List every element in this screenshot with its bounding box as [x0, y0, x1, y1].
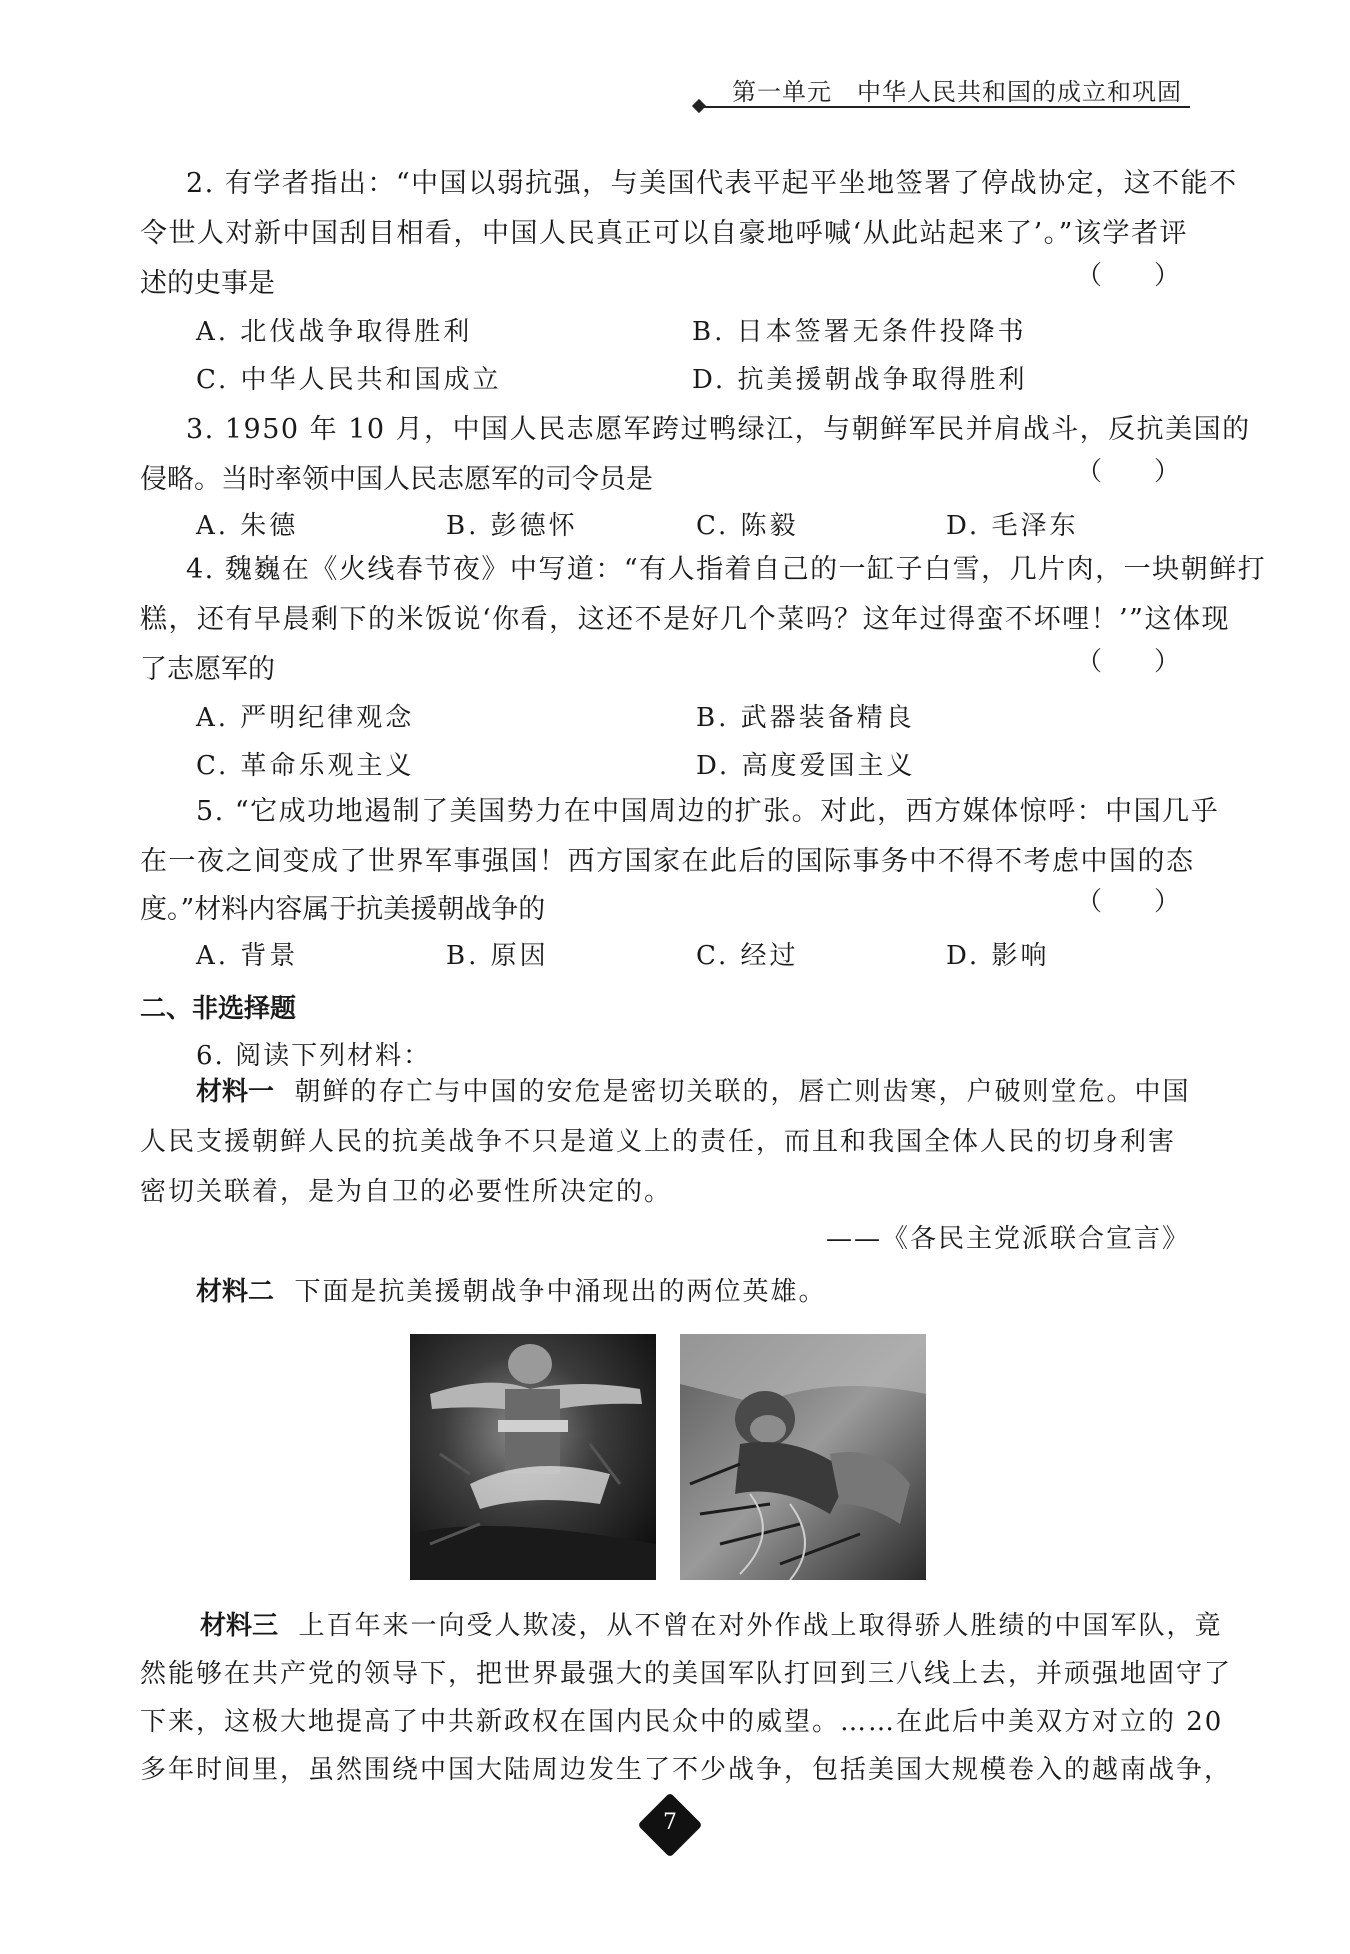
q3-option-c[interactable]: C. 陈毅 — [696, 511, 799, 541]
answer-bracket[interactable]: （ ） — [1075, 887, 1180, 917]
hero-photo-2 — [680, 1334, 926, 1580]
q3-line-1: 3. 1950 年 10 月，中国人民志愿军跨过鸭绿江，与朝鲜军民并肩战斗，反抗美国的 — [186, 414, 1251, 445]
q2-option-c[interactable]: C. 中华人民共和国成立 — [196, 365, 502, 395]
material-1-label: 材料一 — [196, 1077, 275, 1107]
material-3-line-1: 材料三 上百年来一向受人欺凌，从不曾在对外作战上取得骄人胜绩的中国军队，竟 — [200, 1611, 1223, 1641]
q3-option-d[interactable]: D. 毛泽东 — [946, 511, 1079, 541]
hero-photo-1 — [410, 1334, 656, 1580]
q5-option-d[interactable]: D. 影响 — [946, 941, 1050, 971]
q5-option-b[interactable]: B. 原因 — [446, 941, 549, 971]
q5-line-1: 5. “它成功地遏制了美国势力在中国周边的扩张。对此，西方媒体惊呼：中国几乎 — [196, 796, 1220, 827]
material-1-line-2: 人民支援朝鲜人民的抗美战争不只是道义上的责任，而且和我国全体人民的切身利害 — [140, 1127, 1177, 1157]
q5-line-3: 度。”材料内容属于抗美援朝战争的 （ ） — [140, 890, 1190, 930]
material-2-line: 材料二 下面是抗美援朝战争中涌现出的两位英雄。 — [196, 1277, 827, 1307]
q3-option-a[interactable]: A. 朱德 — [196, 511, 299, 541]
q2-line-2: 令世人对新中国刮目相看，中国人民真正可以自豪地呼喊‘从此站起来了’。”该学者评 — [140, 218, 1188, 249]
material-3-line-2: 然能够在共产党的领导下，把世界最强大的美国军队打回到三八线上去，并顽强地固守了 — [140, 1659, 1233, 1689]
material-3-label: 材料三 — [200, 1611, 279, 1641]
q6-intro: 6. 阅读下列材料： — [196, 1041, 432, 1071]
q4-line-1: 4. 魏巍在《火线春节夜》中写道：“有人指着自己的一缸子白雪，几片肉，一块朝鲜打 — [186, 554, 1267, 585]
q5-line-2: 在一夜之间变成了世界军事强国！西方国家在此后的国际事务中不得不考虑中国的态 — [140, 846, 1195, 877]
q4-option-a[interactable]: A. 严明纪律观念 — [196, 703, 415, 733]
q2-option-d[interactable]: D. 抗美援朝战争取得胜利 — [692, 365, 1028, 395]
q4-option-d[interactable]: D. 高度爱国主义 — [696, 751, 916, 781]
q5-option-a[interactable]: A. 背景 — [196, 941, 299, 971]
material-1-source: ——《各民主党派联合宣言》 — [825, 1224, 1190, 1254]
q4-line-3: 了志愿军的 （ ） — [140, 650, 1190, 690]
q4-option-b[interactable]: B. 武器装备精良 — [696, 703, 915, 733]
material-3-line-4: 多年时间里，虽然围绕中国大陆周边发生了不少战争，包括美国大规模卷入的越南战争， — [140, 1755, 1233, 1785]
q2-option-b[interactable]: B. 日本签署无条件投降书 — [692, 317, 1027, 347]
q4-line-2: 糕，还有早晨剩下的米饭说‘你看，这还不是好几个菜吗？这年过得蛮不坏哩！’”这体现 — [140, 604, 1230, 635]
q2-line-1: 2. 有学者指出：“中国以弱抗强，与美国代表平起平坐地签署了停战协定，这不能不 — [186, 168, 1238, 199]
material-1-line-3: 密切关联着，是为自卫的必要性所决定的。 — [140, 1177, 673, 1207]
q3-option-b[interactable]: B. 彭德怀 — [446, 511, 578, 541]
q3-line-2: 侵略。当时率领中国人民志愿军的司令员是 （ ） — [140, 460, 1190, 500]
section-heading: 二、非选择题 — [140, 994, 297, 1024]
answer-bracket[interactable]: （ ） — [1075, 457, 1180, 487]
page-number: 7 — [663, 1810, 677, 1835]
q2-line-3: 述的史事是 （ ） — [140, 264, 1190, 304]
q2-option-a[interactable]: A. 北伐战争取得胜利 — [196, 317, 473, 347]
answer-bracket[interactable]: （ ） — [1075, 261, 1180, 291]
running-header — [690, 68, 1190, 112]
material-1-line-1: 材料一 朝鲜的存亡与中国的安危是密切关联的，唇亡则齿寒，户破则堂危。中国 — [196, 1077, 1191, 1107]
page-number-badge — [647, 1802, 693, 1848]
answer-bracket[interactable]: （ ） — [1075, 647, 1180, 677]
material-2-label: 材料二 — [196, 1277, 275, 1307]
q4-option-c[interactable]: C. 革命乐观主义 — [196, 751, 415, 781]
material-3-line-3: 下来，这极大地提高了中共新政权在国内民众中的威望。……在此后中美双方对立的 20 — [140, 1707, 1224, 1737]
q5-option-c[interactable]: C. 经过 — [696, 941, 799, 971]
unit-title: 第一单元 中华人民共和国的成立和巩固 — [732, 78, 1182, 106]
